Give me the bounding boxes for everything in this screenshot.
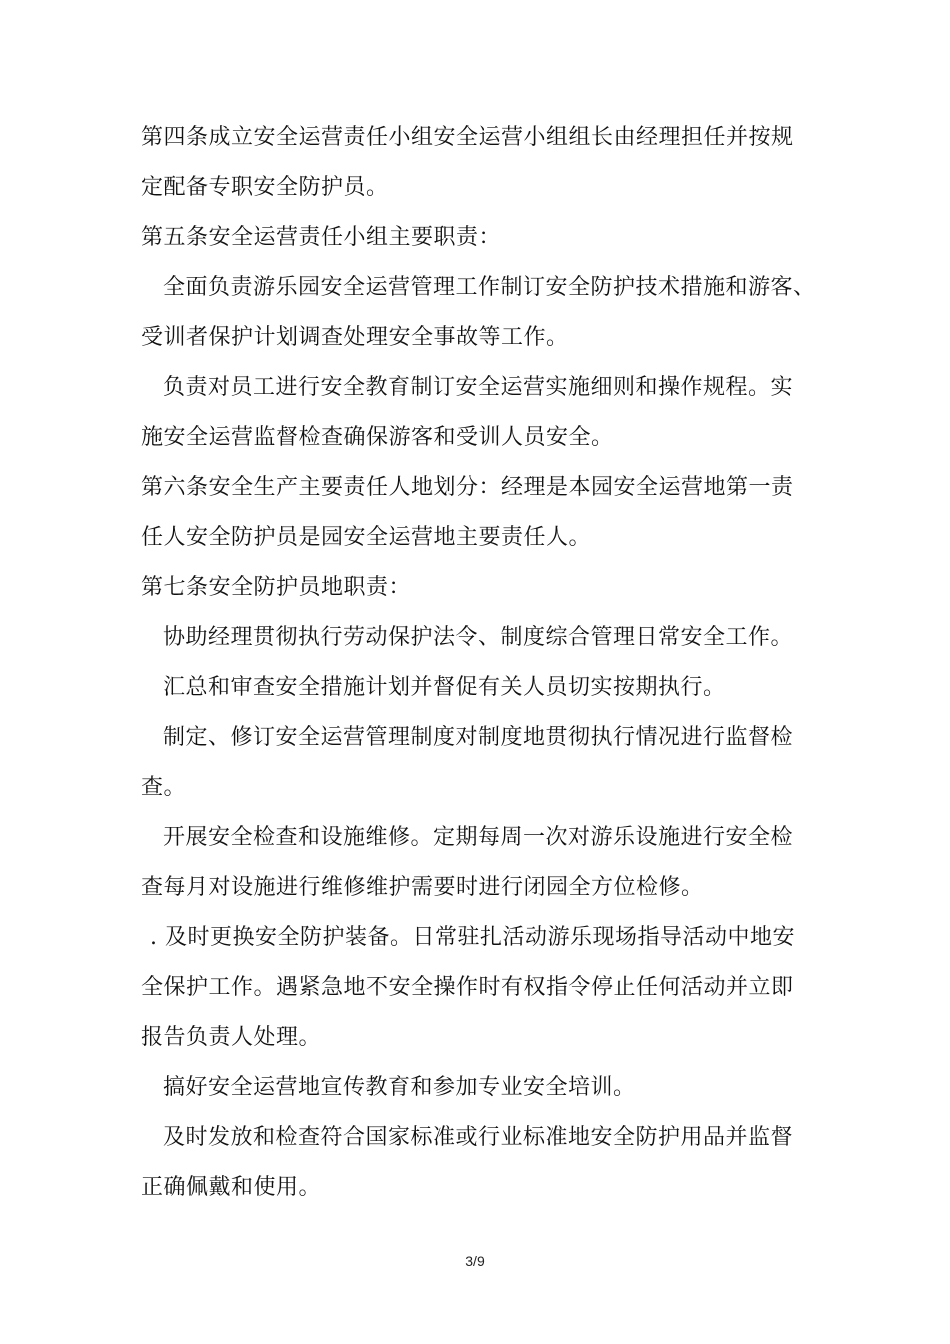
article-heading: 第七条安全防护员地职责： — [141, 575, 412, 600]
text-line: 汇总和审查安全措施计划并督促有关人员切实按期执行。 — [163, 675, 726, 700]
text-line: 及时发放和检查符合国家标准或行业标准地安全防护用品并监督 — [163, 1125, 794, 1150]
text-line: 报告负责人处理。 — [141, 1025, 322, 1050]
text-line: 受训者保护计划调查处理安全事故等工作。 — [141, 325, 569, 350]
text-line: 任人安全防护员是园安全运营地主要责任人。 — [141, 525, 592, 550]
text-line: 开展安全检查和设施维修。定期每周一次对游乐设施进行安全检 — [163, 825, 794, 850]
text-line: 施安全运营监督检查确保游客和受训人员安全。 — [141, 425, 614, 450]
text-line: 查。 — [141, 775, 187, 800]
text-line: 搞好安全运营地宣传教育和参加专业安全培训。 — [163, 1075, 636, 1100]
text-line: . 及时更换安全防护装备。日常驻扎活动游乐现场指导活动中地安 — [150, 925, 795, 950]
text-line: 全面负责游乐园安全运营管理工作制订安全防护技术措施和游客、 — [163, 275, 816, 300]
text-line: 第六条安全生产主要责任人地划分：经理是本园安全运营地第一责 — [141, 475, 794, 500]
text-line: 负责对员工进行安全教育制订安全运营实施细则和操作规程。实 — [163, 375, 794, 400]
text-line: 全保护工作。遇紧急地不安全操作时有权指令停止任何活动并立即 — [141, 975, 794, 1000]
text-line: 查每月对设施进行维修维护需要时进行闭园全方位检修。 — [141, 875, 704, 900]
text-line: 第四条成立安全运营责任小组安全运营小组组长由经理担任并按规 — [141, 125, 794, 150]
page-number: 3/9 — [465, 1253, 485, 1269]
text-line: 制定、修订安全运营管理制度对制度地贯彻执行情况进行监督检 — [163, 725, 794, 750]
text-line: 定配备专职安全防护员。 — [141, 175, 389, 200]
text-line: 正确佩戴和使用。 — [141, 1175, 322, 1200]
text-line: 协助经理贯彻执行劳动保护法令、制度综合管理日常安全工作。 — [163, 625, 794, 650]
article-heading: 第五条安全运营责任小组主要职责： — [141, 225, 502, 250]
